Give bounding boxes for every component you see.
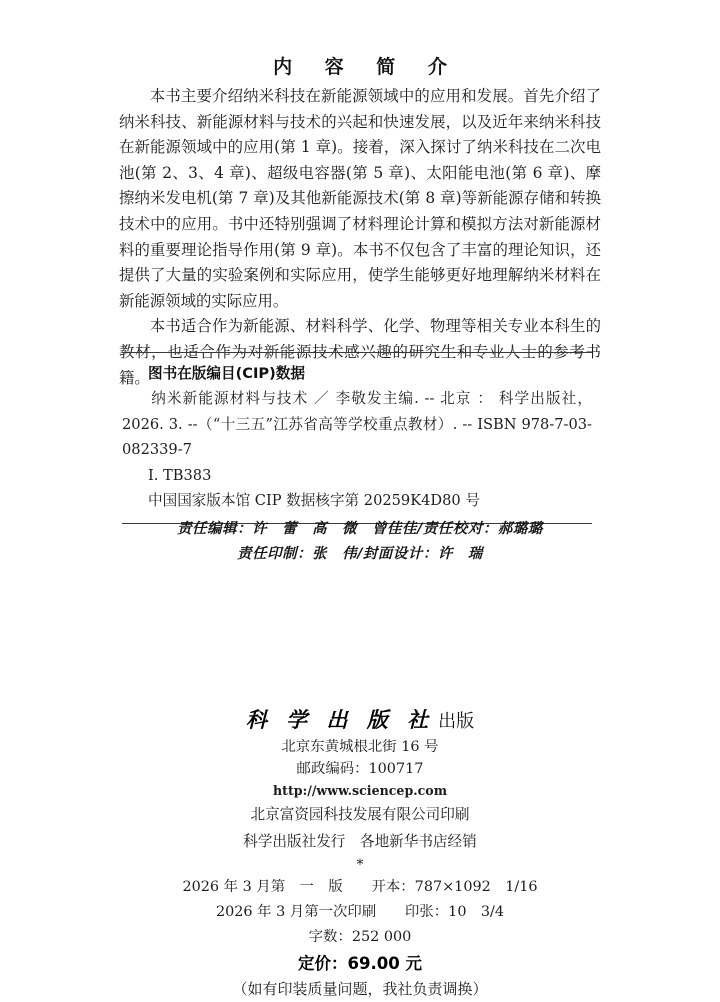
publisher-address: 北京东黄城根北街 16 号 bbox=[281, 739, 439, 755]
page-title: 内 容 简 介 bbox=[273, 56, 460, 78]
quality-notice: （如有印装质量问题，我社负责调换） bbox=[232, 980, 488, 998]
price-line: 定价：69.00 元 bbox=[298, 954, 422, 973]
abstract-paragraph-2: 本书适合作为新能源、材料科学、化学、物理等相关专业本科生的教材，也适合作为对新能源技术感兴趣的研究生和专业人士的参考书籍。 bbox=[119, 317, 601, 387]
abstract-section bbox=[119, 84, 601, 391]
publisher-verb: 出版 bbox=[438, 711, 475, 732]
impression-line: 2026 年 3 月第一次印刷 印张：10 3/4 bbox=[215, 904, 505, 920]
distributor-line: 科学出版社发行 各地新华书店经销 bbox=[243, 833, 477, 850]
asterisk-separator: * bbox=[356, 857, 364, 873]
imprint-colophon bbox=[0, 706, 720, 1002]
edition-line: 2026 年 3 月第 一 版 开本：787×1092 1/16 bbox=[182, 879, 538, 895]
cip-record-number: 中国国家版本馆 CIP 数据核字第 20259K4D80 号 bbox=[148, 492, 480, 509]
publisher-website: http://www.sciencep.com bbox=[272, 783, 448, 798]
cip-data-block bbox=[122, 352, 592, 524]
credits-editor-line: 责任编辑：许 蕾 高 微 曾佳佳/责任校对：郝璐璐 bbox=[177, 520, 543, 537]
printer-name: 北京富资园科技发展有限公司印刷 bbox=[250, 806, 470, 823]
wordcount-line: 字数：252 000 bbox=[308, 929, 412, 945]
publisher-name: 科 学 出 版 社 bbox=[245, 707, 435, 732]
publisher-line bbox=[0, 706, 720, 736]
staff-credits bbox=[0, 516, 720, 566]
cip-block-heading: 图书在版编目(CIP)数据 bbox=[148, 365, 305, 382]
publisher-postcode: 邮政编码：100717 bbox=[296, 761, 424, 777]
abstract-paragraph-1: 本书主要介绍纳米科技在新能源领域中的应用和发展。首先介绍了纳米科技、新能源材料与技术的兴起和快速发展，以及近年来纳米科技在新能源领域中的应用(第 1 章)。接着，深入探讨了纳米科技在二次电池(第 2、3、4 章)、超级电容器(第 5 章)、太阳能电池(第 6 章)、摩擦纳米发电机(第 7 章)及其他新能源技术(第 8 章)等新能源存储和转换技术中的应用。书中还特别强调了材料理论计算和模拟方法对新能源材料的重要理论指导作用(第 9 章)。本书不仅包含了丰富的理论知识，还提供了大量的实验案例和实际应用，使学生能够更好地理解纳米材料在新能源领域的实际应用。 bbox=[119, 87, 601, 310]
cip-classification-code: Ⅰ. TB383 bbox=[148, 466, 212, 484]
credits-production-line: 责任印制：张 伟/封面设计：许 瑞 bbox=[237, 545, 483, 562]
cip-bibliographic-entry: 纳米新能源材料与技术 ／ 李敬发主编. -- 北京 ： 科学出版社，2026. 3. --（“十三五”江苏省高等学校重点教材）. -- ISBN 978-7-03-082339-7 bbox=[122, 390, 592, 458]
